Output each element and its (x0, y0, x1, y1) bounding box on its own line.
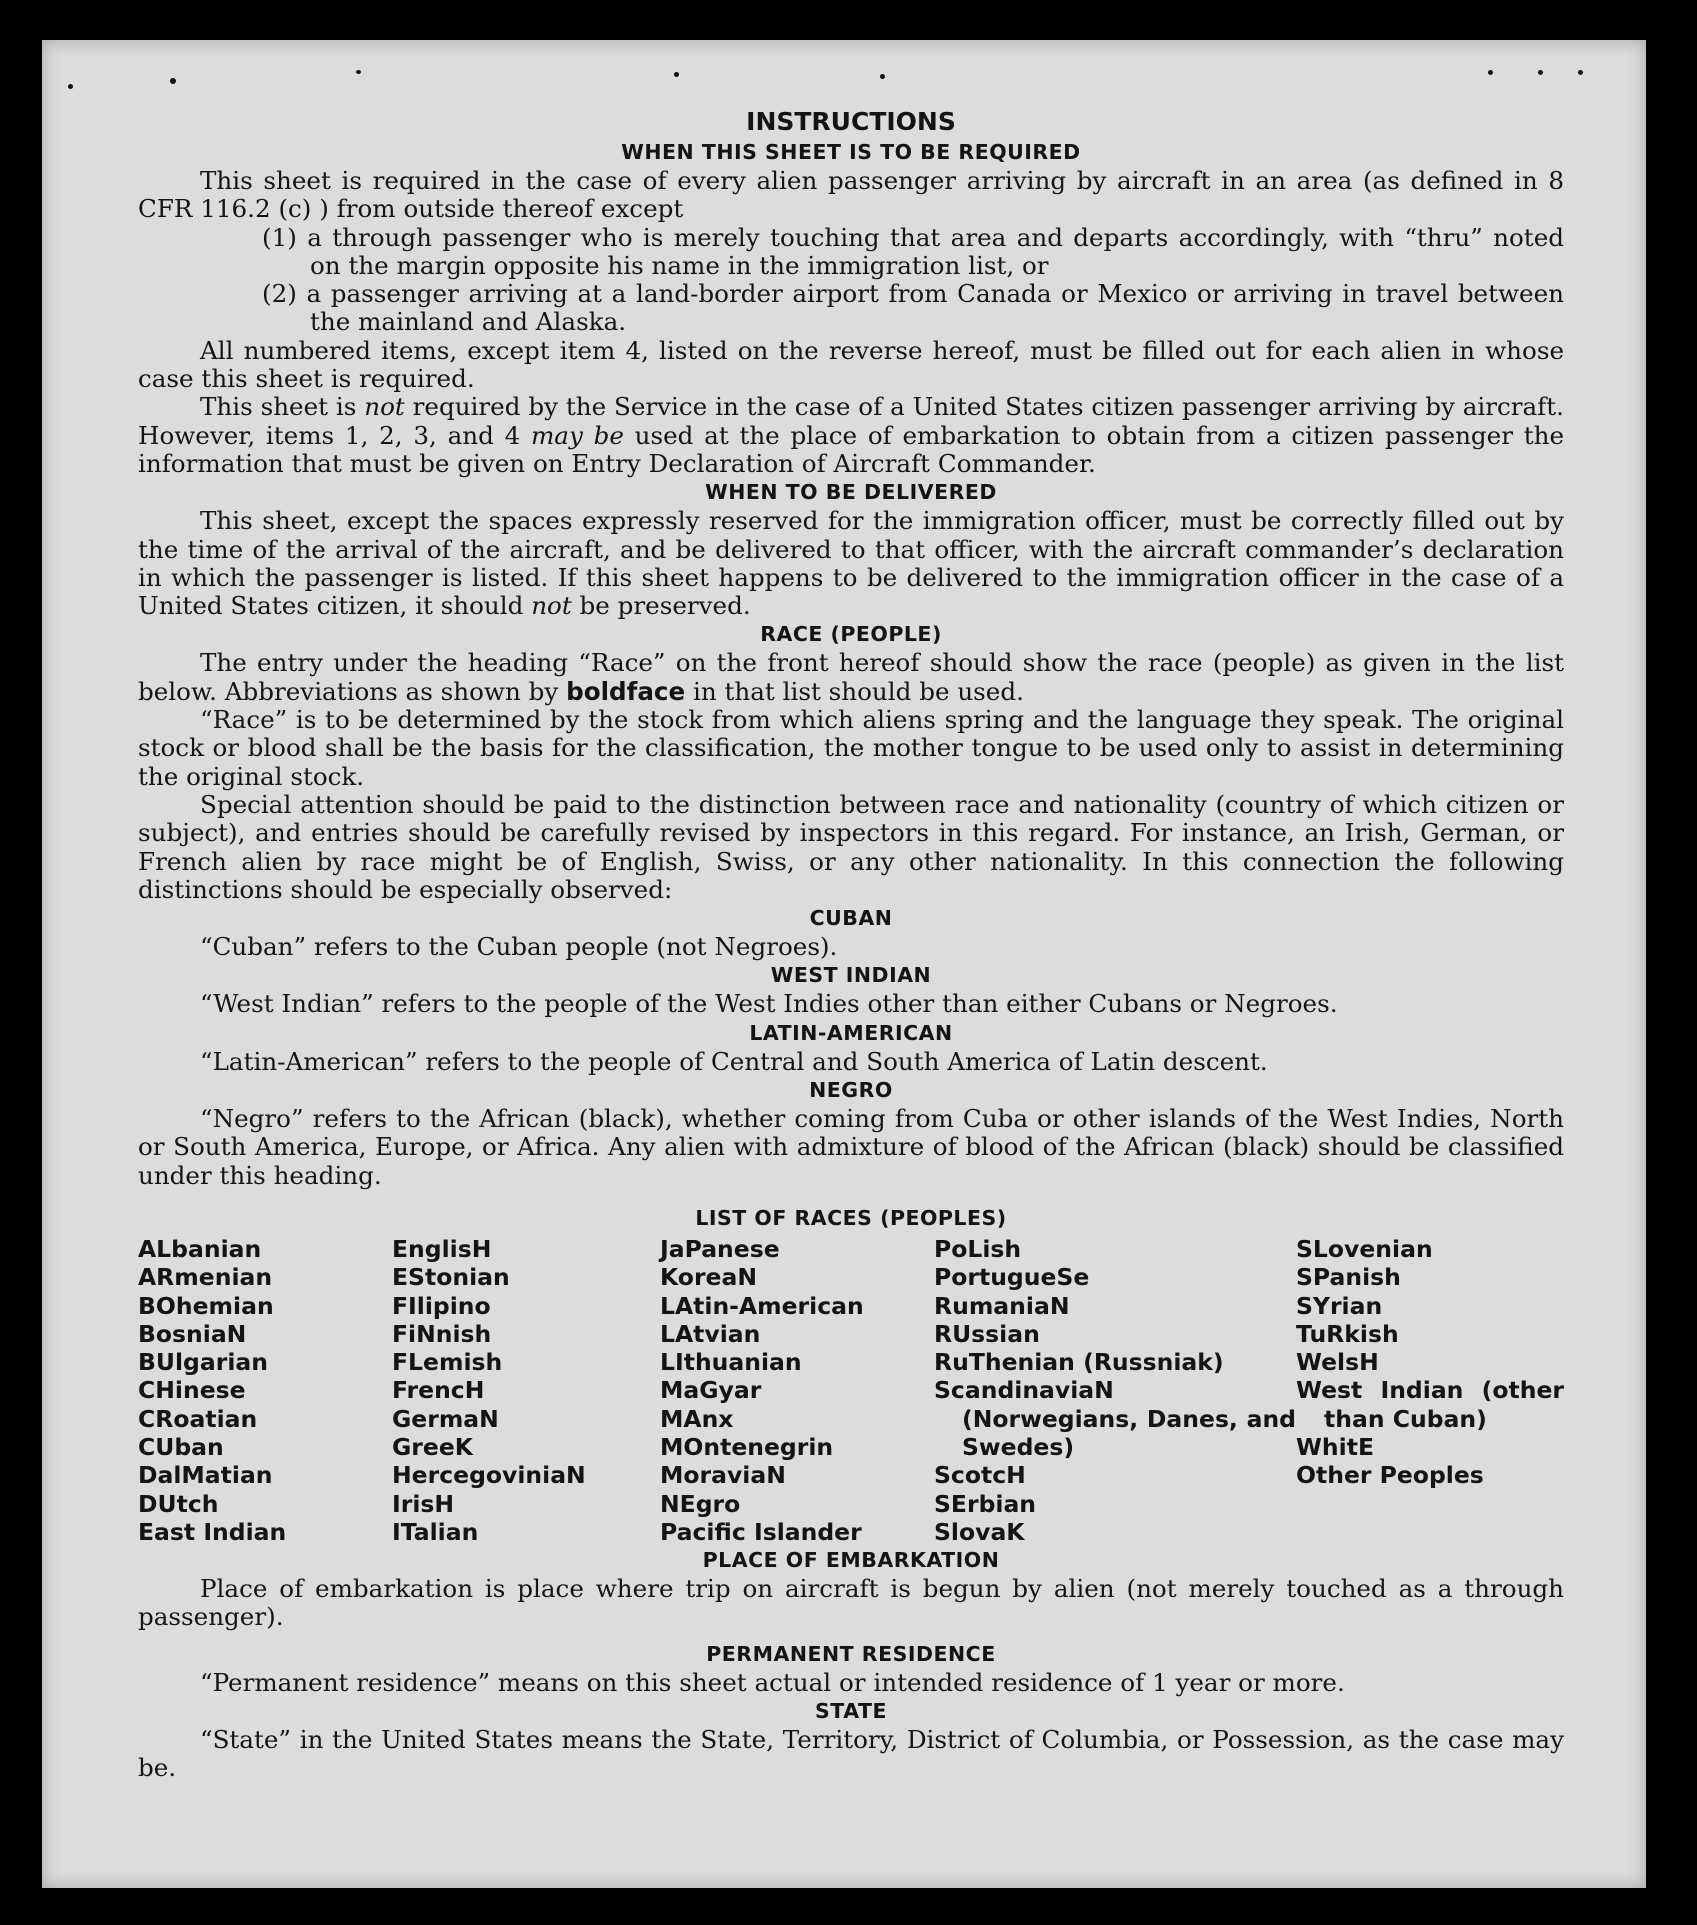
race-entry: PortugueSe (934, 1263, 1090, 1292)
race-entry: FLemish (392, 1348, 503, 1377)
race-entry: ITalian (392, 1517, 479, 1546)
instructions-content (138, 106, 1564, 1783)
scan-speck (170, 78, 176, 84)
race-entry: RuThenian (Russniak) (934, 1348, 1224, 1377)
race-entry: SlovaK (934, 1517, 1025, 1546)
paragraph-required-intro: This sheet is required in the case of every alien passenger arriving by aircraft in an area (as defined in 8 CFR 116.2 (c) ) from outside thereof except (138, 166, 1564, 224)
race-entry: TuRkish (1296, 1319, 1399, 1348)
race-entry: ScotcH (934, 1461, 1026, 1490)
boldface-word: boldface (566, 676, 686, 706)
paragraph-negro: “Negro” refers to the African (black), whether coming from Cuba or other islands of the West Indies, North or South America, Europe, or Africa. Any alien with admixture of blood of the African (black) should be classified under this heading. (138, 1104, 1564, 1190)
race-entry: HercegovinіaN (392, 1461, 586, 1490)
section-heading-list-of-races: LIST OF RACES (PEOPLES) (695, 1205, 1007, 1230)
scan-speck (674, 72, 679, 77)
paragraph-race-entry (138, 649, 1564, 706)
race-entry: GermaN (392, 1404, 499, 1433)
race-entry: NEgro (660, 1489, 741, 1518)
race-entry: PoLish (934, 1234, 1022, 1263)
race-entry: CRoatian (138, 1404, 258, 1433)
race-entry: JaPanese (660, 1234, 780, 1263)
race-entry: EStonian (392, 1263, 510, 1292)
race-column-5 (1296, 1235, 1564, 1546)
race-entry: EnglisH (392, 1234, 492, 1263)
paragraph-citizen (138, 393, 1564, 478)
race-column-4 (934, 1235, 1296, 1546)
spacer (138, 1190, 1564, 1204)
race-entry: Pacific Islander (660, 1517, 862, 1546)
emphasis-not: not (531, 591, 572, 621)
race-entry: SYrian (1296, 1291, 1383, 1320)
race-column-3 (660, 1235, 934, 1546)
race-column-2 (392, 1235, 660, 1546)
text-fragment: in that list should be used. (685, 676, 1024, 706)
race-entry: ARmenian (138, 1263, 273, 1292)
race-entry: BUlgarian (138, 1348, 268, 1377)
race-entry: Other Peoples (1296, 1461, 1484, 1490)
page-title: INSTRUCTIONS (746, 107, 956, 136)
scan-speck (1538, 70, 1543, 75)
section-heading-latin-american: LATIN-AMERICAN (749, 1020, 953, 1045)
section-heading-state: STATE (815, 1699, 887, 1724)
paragraph-cuban: “Cuban” refers to the Cuban people (not Negroes). (200, 932, 838, 962)
section-heading-cuban: CUBAN (809, 906, 893, 931)
race-entry: LAtin-American (660, 1291, 864, 1320)
section-heading-residence: PERMANENT RESIDENCE (706, 1641, 996, 1666)
race-entry: DalMatian (138, 1461, 273, 1490)
text-fragment: This sheet, except the spaces expressly reserved for the immigration officer, must be correctly filled out by the time of the arrival of the aircraft, and be delivered to that officer, with the aircraft commander’s declaration in which the passenger is listed. If this sheet happens to be delivered to the immigration officer in the case of a United States citizen, it should (138, 506, 1564, 621)
race-entry: FrencH (392, 1376, 485, 1405)
race-entry: West Indian (other than Cuban) (1296, 1376, 1564, 1433)
race-column-1 (138, 1235, 392, 1546)
race-entry: IrisH (392, 1489, 455, 1518)
exception-item-1: (1) a through passenger who is merely touching that area and departs accordingly, with “thru” noted on the margin opposite his name in the immigration list, or (262, 222, 1564, 280)
race-entry: MOntenegrin (660, 1432, 834, 1461)
text-fragment: The entry under the heading “Race” on the front hereof should show the race (people) as given in the list below. Abbreviations as shown by (138, 648, 1564, 706)
scan-speck (1488, 70, 1493, 75)
emphasis-not: not (364, 392, 405, 422)
race-entry: FIlipino (392, 1291, 491, 1320)
exception-item-2: (2) a passenger arriving at a land-border airport from Canada or Mexico or arriving in travel between the mainland and Alaska. (262, 279, 1564, 337)
race-entry: BosniaN (138, 1319, 247, 1348)
race-entry: SLovenian (1296, 1234, 1433, 1263)
scan-speck (1578, 70, 1583, 75)
race-entry: RUssian (934, 1319, 1040, 1348)
paragraph-embarkation: Place of embarkation is place where trip on aircraft is begun by alien (not merely touched as a through passenger). (138, 1574, 1564, 1632)
race-entry: MoraviaN (660, 1461, 786, 1490)
race-entry: CHinese (138, 1376, 246, 1405)
race-entry: DUtch (138, 1489, 219, 1518)
text-fragment: This sheet is (200, 392, 365, 422)
paragraph-race-distinction: Special attention should be paid to the distinction between race and nationality (country of which citizen or subject), and entries should be carefully revised by inspectors in this regard. For instance, an Irish, German, or French alien by race might be of English, Swiss, or any other nationality. In this connection the following distinctions should be especially observed: (138, 789, 1564, 904)
race-entry: CUban (138, 1432, 224, 1461)
race-entry: ALbanian (138, 1234, 262, 1263)
scan-speck (880, 74, 885, 79)
paragraph-race-stock: “Race” is to be determined by the stock from which aliens spring and the language they speak. The original stock or blood shall be the basis for the classification, the mother tongue to be used only to assist in determining the original stock. (138, 705, 1564, 791)
race-list (138, 1235, 1564, 1546)
section-heading-required: WHEN THIS SHEET IS TO BE REQUIRED (621, 140, 1081, 164)
text-fragment: used at the place of embarkation to obtain from a citizen passenger the information that must be given on Entry Declaration of Aircraft Commander. (138, 420, 1564, 478)
race-entry: LAtvian (660, 1319, 761, 1348)
race-entry: BOhemian (138, 1291, 274, 1320)
section-heading-embarkation: PLACE OF EMBARKATION (702, 1548, 1000, 1573)
text-fragment: be preserved. (571, 591, 751, 621)
race-entry: RumaniaN (934, 1291, 1070, 1320)
race-entry: WhitE (1296, 1432, 1374, 1461)
paragraph-state: “State” in the United States means the State, Territory, District of Columbia, or Possession, as the case may be. (138, 1725, 1564, 1783)
section-heading-delivered: WHEN TO BE DELIVERED (705, 480, 997, 505)
paragraph-numbered-items: All numbered items, except item 4, listed on the reverse hereof, must be filled out for each alien in whose case this sheet is required. (138, 335, 1564, 394)
race-entry: MaGyar (660, 1376, 762, 1405)
paragraph-latin-american: “Latin-American” refers to the people of Central and South America of Latin descent. (200, 1046, 1268, 1076)
race-entry: SErbian (934, 1489, 1037, 1518)
scan-speck (68, 84, 73, 89)
paragraph-residence: “Permanent residence” means on this sheet actual or intended residence of 1 year or more. (200, 1667, 1345, 1697)
section-heading-west-indian: WEST INDIAN (770, 963, 932, 988)
race-entry: KoreaN (660, 1263, 757, 1292)
race-entry: WelsH (1296, 1348, 1379, 1377)
race-entry: SPanish (1296, 1263, 1401, 1292)
section-heading-race: RACE (PEOPLE) (760, 622, 942, 647)
race-entry: MAnx (660, 1404, 734, 1433)
race-entry: East Indian (138, 1517, 287, 1546)
race-entry: GreeK (392, 1432, 473, 1461)
emphasis-may-be: may be (530, 420, 624, 450)
scan-speck (356, 70, 361, 74)
spacer (138, 1632, 1564, 1640)
paragraph-west-indian: “West Indian” refers to the people of the West Indies other than either Cubans or Negroes. (200, 989, 1338, 1019)
race-entry: LIthuanian (660, 1348, 802, 1377)
paragraph-delivered (138, 507, 1564, 620)
race-entry: FiNnish (392, 1319, 492, 1348)
section-heading-negro: NEGRO (809, 1078, 893, 1103)
race-entry: ScandinaviaN (Norwegians, Danes, and Swedes) (934, 1376, 1296, 1461)
text-fragment: required by the Service in the case of a United States citizen passenger arriving by aircraft. However, items 1, 2, 3, and 4 (138, 392, 1564, 450)
